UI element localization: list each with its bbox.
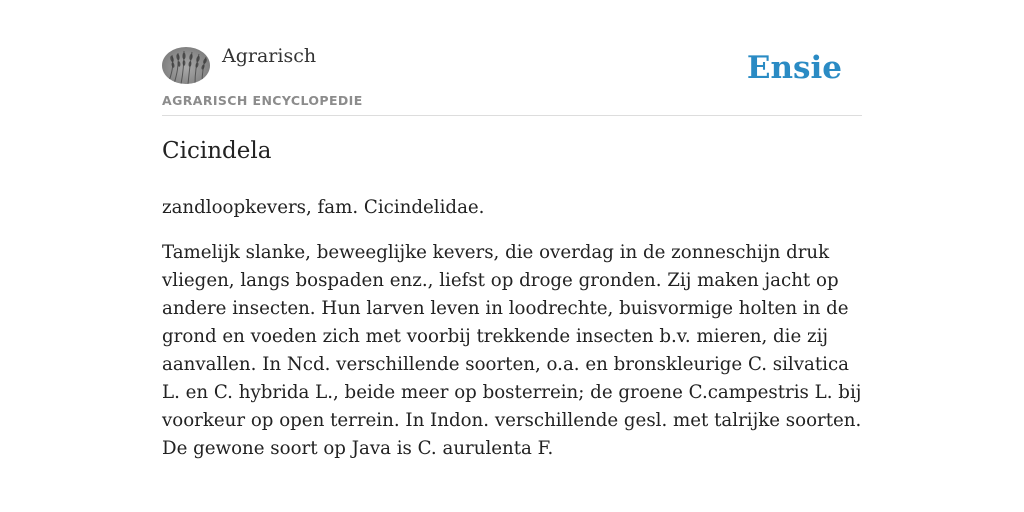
header: [162, 0, 862, 116]
source-avatar[interactable]: [162, 47, 210, 84]
source-name-link[interactable]: Agrarisch: [222, 45, 317, 67]
article-lead: zandloopkevers, fam. Cicindelidae.: [162, 197, 485, 218]
article-title: Cicindela: [162, 138, 272, 164]
page: [162, 0, 862, 512]
source-subtitle: AGRARISCH ENCYCLOPEDIE: [162, 93, 363, 108]
brand-logo-link[interactable]: Ensie: [746, 50, 842, 86]
article-body: Tamelijk slanke, beweeglijke kevers, die overdag in de zonneschijn druk vliegen, langs bospaden enz., liefst op droge gronden. Zij maken jacht op andere insecten. Hun larven leven in loodrechte, buisvormige holten in de grond en voeden zich met voorbij trekkende insecten b.v. mieren, die zij aanvallen. In Ncd. verschillende soorten, o.a. en bronskleurige C. silvatica L. en C. hybrida L., beide meer op bosterrein; de groene C.campestris L. bij voorkeur op open terrein. In Indon. verschillende gesl. met talrijke soorten. De gewone soort op Java is C. aurulenta F.: [162, 242, 862, 459]
header-divider: [162, 115, 862, 116]
wheat-ears-icon: [162, 47, 210, 84]
